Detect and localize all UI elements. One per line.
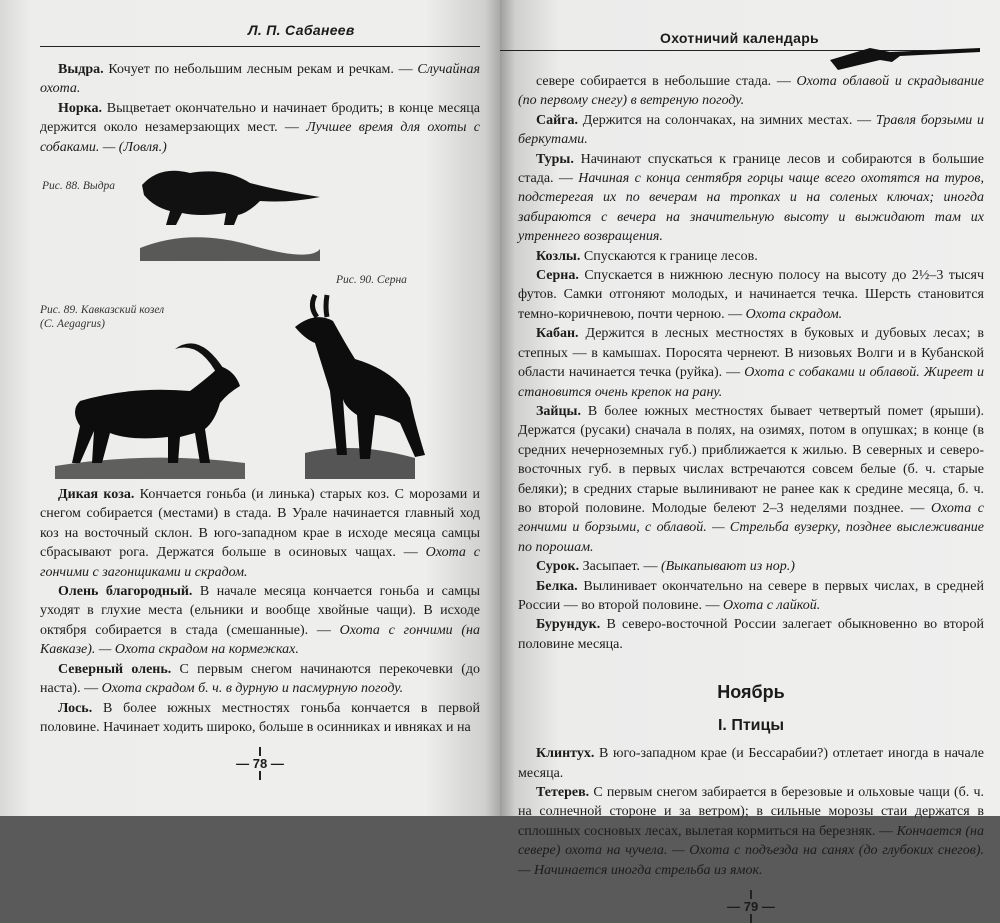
entry-text: Засыпает. — [579, 559, 661, 575]
hunting-note: Начиная с конца сентября горцы чаще всего охотятся на туров, подстерегая их по вечерам на тропках и на соленых ключах; иногда забираются с вечера на значительную высоту и выжидают там их утреннего возвращения. [518, 171, 984, 245]
entry-text: Выцветает окончательно и начинает бродить; в конце месяца держится около незамерзающих мест. — [40, 100, 480, 136]
entry-term: Клинтух. [536, 746, 595, 762]
entry-text: В юго-западном крае (и Бессарабии?) отлетает иногда в начале месяца. [518, 746, 984, 781]
hunting-note: Случайная охота. [40, 62, 480, 97]
running-header-author: Л. П. Сабанеев [248, 22, 355, 38]
paragraph [40, 60, 480, 99]
entry-text: Держится в лесных местностях в буковых и дубовых лесах; в степных — в камышах. Поросята чернеют. В низовьях Волги и в Кубанской области начинается течка (руйка). — [518, 326, 984, 381]
hunting-note: Охота с лайкой. [723, 597, 821, 613]
text-block-top [518, 72, 984, 654]
left-page [0, 0, 500, 816]
running-header-title: Охотничий календарь [660, 30, 819, 46]
entry-text: В начале месяца кончается гоньба и самцы уходят в глухие места (ельники и вообще хвойные чащи). В исходе октября собирается в стада (смешанные). — [40, 584, 480, 638]
entry-term: Зайцы. [536, 403, 581, 419]
entry-text: Кочует по небольшим лесным рекам и речкам. — [103, 62, 418, 77]
hunting-note: Охота с собаками и облавой. Жиреет и становится очень крепок на рану. [518, 365, 984, 400]
paragraph [518, 615, 984, 654]
paragraph [40, 99, 480, 157]
paragraph [40, 582, 480, 660]
hunting-note: Охота с гончими и борзыми, с облавой. — Стрельба вузерку, позднее выслеживание по порошам. [518, 500, 984, 555]
figures-area [40, 163, 480, 481]
entry-text: В более южных местностях гоньба кончается в первой половине. Начинает ходить широко, больше в осинниках и ивняках и на [40, 700, 480, 735]
hunting-note: Охота с гончими (на Кавказе). — Охота скрадом на кормежках. [40, 622, 480, 658]
header-rule [40, 46, 480, 47]
entry-text: Спускается в нижнюю лесную полосу на высоту до 2½–3 тысяч футов. Самки отгоняют молодых, и начинается течка. Шерсть становится темно-коричневою, почти черною. — [518, 268, 984, 322]
entry-term: Бурундук. [536, 617, 601, 633]
hunting-note: Охота облавой и скрадывание (по первому снегу) в ветреную погоду. [518, 74, 985, 109]
tick-mark [259, 747, 261, 756]
entry-term: Сайга. [536, 112, 579, 128]
paragraph [518, 402, 984, 557]
tick-mark [259, 771, 261, 780]
entry-text: С первым снегом забирается в березовые и ольховые чащи (б. ч. на солнечной стороне и за ветром); в сильные морозы стаи держатся в сплошных сосновых лесах, вылетая кормиться на березняк. — [518, 785, 984, 839]
entry-text: Начинают спускаться к границе лесов и собираются в большие стада. — [518, 151, 984, 187]
left-page-flow [40, 60, 480, 780]
entry-term: Туры. [536, 151, 574, 167]
page-number-text: — 79 — [727, 899, 775, 915]
hunting-note: Охота скрадом б. ч. в дурную и пасмурную погоду. [101, 681, 404, 697]
entry-text: В более южных местностях бывает четвертый помет (ярыши). Держатся (русаки) сначала в полях, на озимях, потом в опушках; в конце (в средних нечерноземных губ.) приближается к жилью. В северных и северо-восточных губ. в первых числах встречаются совсем белые (б. ч. старые беляки); в средних старые вылинивают не ранее как к средине месяца, б. ч. во второй половине. Молодые белеют 2–3 неделями позднее. — [518, 403, 984, 516]
entry-text: Держится на солончаках, на зимних местах. — [578, 112, 876, 128]
text-block-bottom [518, 744, 984, 880]
figure-caption-chamois: Рис. 90. Серна [336, 274, 407, 287]
hunting-note: Лучшее время для охоты с собаками. — (Ловля.) [40, 120, 480, 155]
entry-term: Лось. [58, 700, 93, 716]
entry-term: Козлы. [536, 248, 581, 264]
right-page [500, 0, 1000, 915]
entry-term: Сурок. [536, 559, 580, 575]
hunting-note: (Выкапывают из нор.) [660, 559, 795, 575]
otter-illustration [130, 163, 330, 263]
entry-term: Северный олень. [58, 661, 172, 677]
figure-caption-goat: Рис. 89. Кавказский козел (C. Aegagrus) [40, 304, 165, 331]
entry-text: В северо-восточной России залегает обыкновенно во второй половине месяца. [518, 617, 984, 652]
paragraph [518, 111, 984, 150]
tick-mark [750, 914, 752, 923]
hunting-note: Кончается (на севере) охота на чучела. — Охота с подъезда на санях (до глубоких снегов). — Начинается иногда стрельба из ямок. [518, 823, 985, 878]
entry-term: Тетерев. [536, 785, 590, 800]
entry-text: С первым снегом начинаются перекочевки (до наста). — [40, 661, 480, 697]
entry-term: Норка. [58, 100, 103, 116]
paragraph [40, 660, 480, 699]
entry-term: Олень благородный. [58, 584, 193, 600]
page-number-right [711, 890, 791, 923]
paragraph [40, 485, 480, 582]
paragraph [518, 783, 984, 880]
entry-term: Выдра. [58, 62, 104, 77]
hunting-note: Травля борзыми и беркутами. [518, 112, 984, 148]
rifle-icon [830, 42, 980, 72]
entry-text: Спускаются к границе лесов. [580, 248, 758, 264]
entry-text: севере собирается в небольшие стада. — [536, 74, 797, 89]
paragraph [518, 266, 984, 324]
text-block-top [40, 60, 480, 157]
paragraph [40, 699, 480, 738]
entry-text: Вылинивает окончательно на севере в первых числах, в средней России — во второй половине. — [518, 578, 984, 613]
paragraph [518, 557, 984, 576]
text-block-bottom [40, 485, 480, 737]
paragraph [518, 744, 984, 783]
entry-term: Дикая коза. [58, 487, 135, 503]
figure-caption-otter: Рис. 88. Выдра [42, 180, 116, 193]
chamois-illustration [275, 293, 435, 481]
page-number-text: — 78 — [236, 756, 284, 772]
tick-mark [750, 890, 752, 899]
caucasian-goat-illustration [50, 341, 250, 481]
hunting-note: Охота с гончими с загонщиками и скрадом. [40, 545, 480, 580]
entry-term: Серна. [536, 268, 579, 284]
paragraph [518, 324, 984, 402]
entry-term: Белка. [536, 578, 578, 594]
paragraph [518, 72, 984, 111]
right-page-flow [518, 72, 984, 923]
entry-text: Кончается гоньба (и линька) старых коз. С морозами и снегом собирается (местами) в стада. В Урале начинается главный ход коз на восточный склон. В юго-западном крае в исходе месяца самцы сбрасывают рога. Держатся больше в осиновых чащах. — [40, 487, 480, 561]
section-heading: I. Птицы [717, 717, 784, 735]
month-heading: Ноябрь [717, 682, 785, 703]
paragraph [518, 150, 984, 247]
paragraph [518, 577, 984, 616]
hunting-note: Охота скрадом. [745, 306, 843, 322]
entry-term: Кабан. [536, 326, 579, 342]
paragraph [518, 247, 984, 266]
page-number-left [220, 747, 300, 780]
